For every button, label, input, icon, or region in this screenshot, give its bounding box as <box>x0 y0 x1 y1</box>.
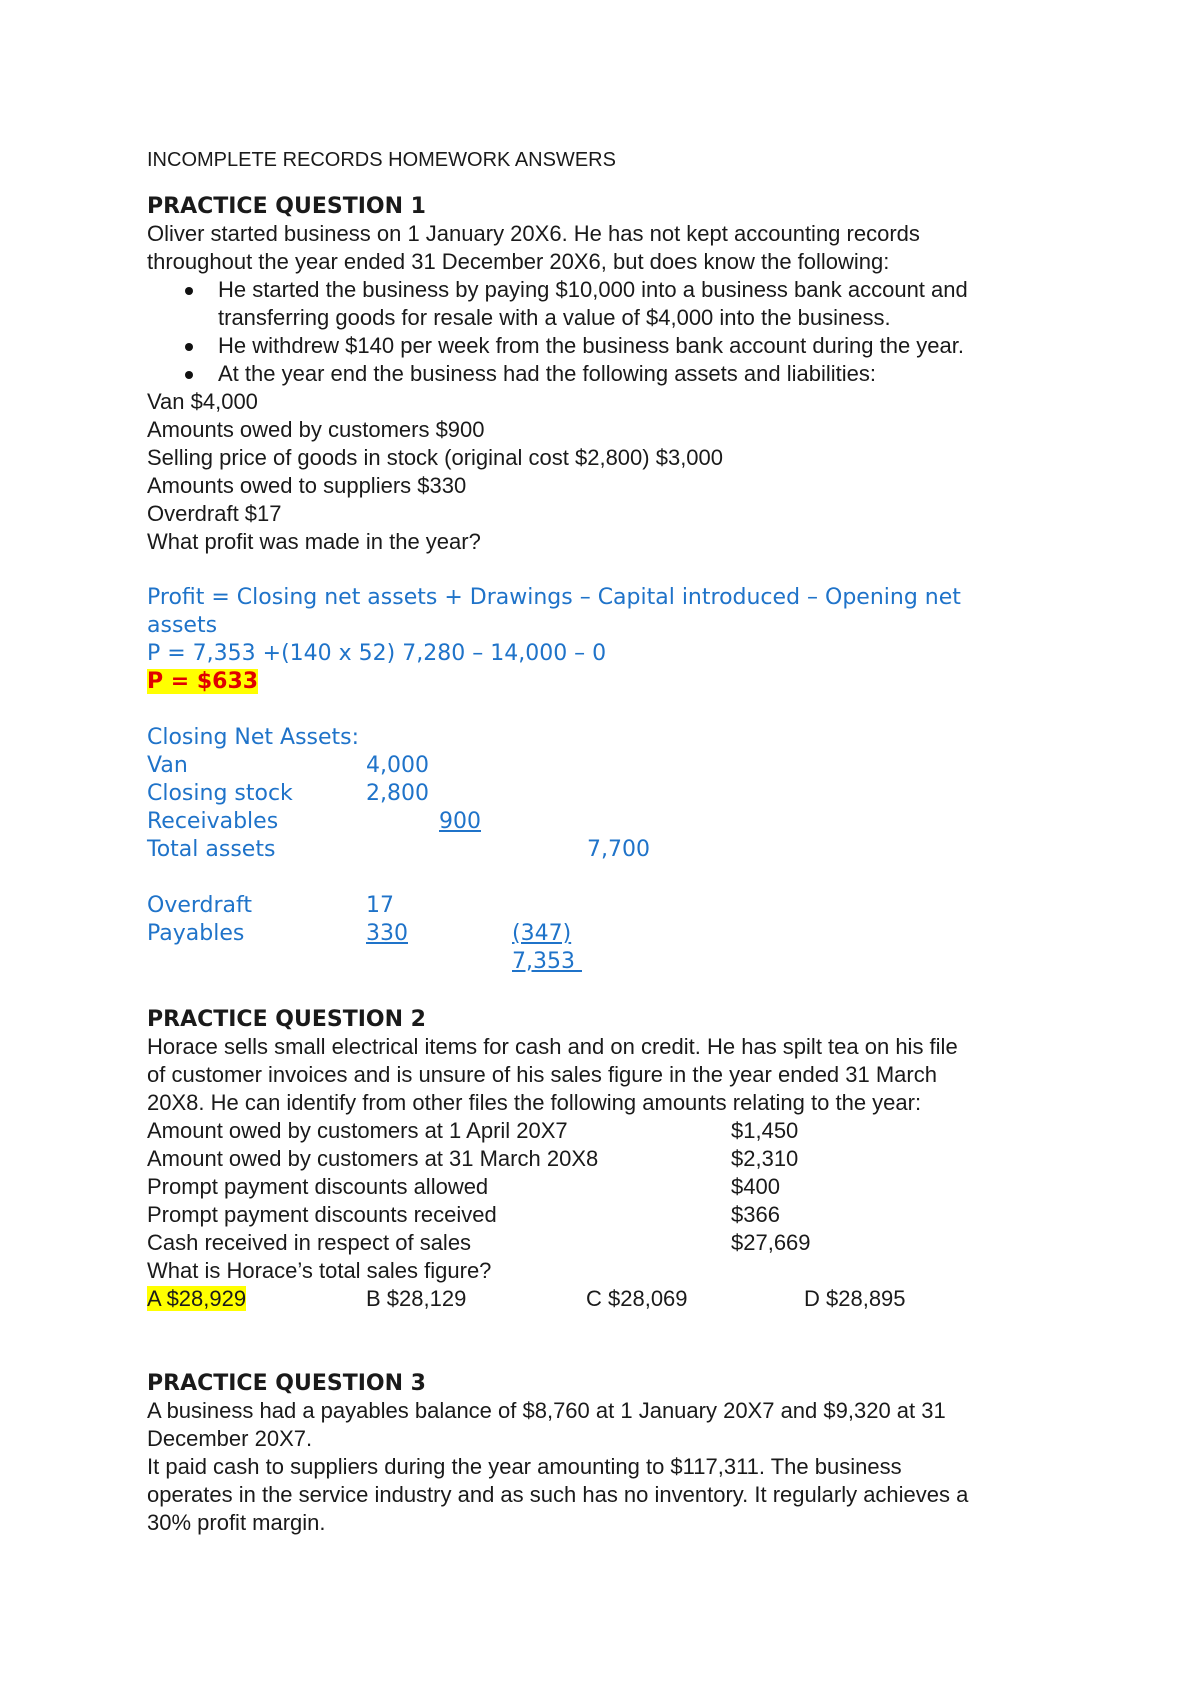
van-value: 4,000 <box>366 753 429 778</box>
bullet-icon <box>185 371 193 379</box>
q1-bullet-text: transferring goods for resale with a value of $4,000 into the business. <box>218 305 891 330</box>
q2-intro-line: of customer invoices and is unsure of his sales figure in the year ended 31 March <box>147 1062 937 1087</box>
q1-answer-highlight: P = $633 <box>147 669 259 694</box>
bullet-icon <box>185 287 193 295</box>
q2-intro-line: Horace sells small electrical items for cash and on credit. He has spilt tea on his file <box>147 1034 958 1059</box>
q1-item: Selling price of goods in stock (original cost $2,800) $3,000 <box>147 445 724 470</box>
q1-item: Amounts owed to suppliers $330 <box>147 473 467 498</box>
q1-item: Amounts owed by customers $900 <box>147 417 485 442</box>
q2-row-label: Amount owed by customers at 1 April 20X7 <box>147 1118 568 1143</box>
q3-text-line: operates in the service industry and as such has no inventory. It regularly achieves a <box>147 1482 969 1507</box>
q2-option-a-highlight: A $28,929 <box>147 1286 247 1311</box>
total-assets-label: Total assets <box>147 837 276 862</box>
closing-stock-label: Closing stock <box>147 781 293 806</box>
q1-intro-line: throughout the year ended 31 December 20X6, but does know the following: <box>147 249 890 274</box>
q2-row-value: $366 <box>731 1202 780 1227</box>
net-assets-total: 7,353 <box>512 949 582 974</box>
q2-intro-line: 20X8. He can identify from other files the following amounts relating to the year: <box>147 1090 922 1115</box>
q2-row-label: Amount owed by customers at 31 March 20X8 <box>147 1146 599 1171</box>
q3-text-line: It paid cash to suppliers during the year amounting to $117,311. The business <box>147 1454 902 1479</box>
q1-bullet-text: At the year end the business had the following assets and liabilities: <box>218 361 876 386</box>
q2-row-label: Prompt payment discounts allowed <box>147 1174 489 1199</box>
net-assets-heading: Closing Net Assets: <box>147 725 360 750</box>
receivables-value: 900 <box>439 809 481 834</box>
payables-value: 330 <box>366 921 408 946</box>
q2-row-value: $27,669 <box>731 1230 811 1255</box>
q3-text-line: December 20X7. <box>147 1426 313 1451</box>
q1-bullet-text: He withdrew $140 per week from the business bank account during the year. <box>218 333 964 358</box>
van-label: Van <box>147 753 188 778</box>
q1-question: What profit was made in the year? <box>147 529 481 554</box>
q1-bullet-text: He started the business by paying $10,000 into a business bank account and <box>218 277 968 302</box>
overdraft-label: Overdraft <box>147 893 253 918</box>
q1-heading: PRACTICE QUESTION 1 <box>147 194 426 219</box>
liabilities-total: (347) <box>512 921 572 946</box>
q2-row-value: $2,310 <box>731 1146 799 1171</box>
payables-label: Payables <box>147 921 245 946</box>
q2-option-d: D $28,895 <box>804 1286 906 1311</box>
q2-question: What is Horace’s total sales figure? <box>147 1258 492 1283</box>
receivables-label: Receivables <box>147 809 279 834</box>
q2-option-c: C $28,069 <box>586 1286 688 1311</box>
total-assets-value: 7,700 <box>587 837 650 862</box>
q3-heading: PRACTICE QUESTION 3 <box>147 1371 426 1396</box>
q1-answer <box>147 668 258 696</box>
q2-heading: PRACTICE QUESTION 2 <box>147 1007 426 1032</box>
q2-row-label: Cash received in respect of sales <box>147 1230 472 1255</box>
q1-formula-line: P = 7,353 +(140 x 52) 7,280 – 14,000 – 0 <box>147 641 607 666</box>
q1-item: Van $4,000 <box>147 389 258 414</box>
q3-text-line: 30% profit margin. <box>147 1510 326 1535</box>
q2-option-b: B $28,129 <box>366 1286 467 1311</box>
q1-formula-line: Profit = Closing net assets + Drawings – Capital introduced – Opening net <box>147 585 961 610</box>
q2-row-value: $1,450 <box>731 1118 799 1143</box>
document-title: INCOMPLETE RECORDS HOMEWORK ANSWERS <box>147 149 616 171</box>
q2-row-label: Prompt payment discounts received <box>147 1202 497 1227</box>
q1-intro-line: Oliver started business on 1 January 20X6. He has not kept accounting records <box>147 221 920 246</box>
q2-option-a <box>147 1285 246 1313</box>
q1-item: Overdraft $17 <box>147 501 282 526</box>
q2-row-value: $400 <box>731 1174 780 1199</box>
q1-formula-line: assets <box>147 613 218 638</box>
closing-stock-value: 2,800 <box>366 781 429 806</box>
overdraft-value: 17 <box>366 893 394 918</box>
bullet-icon <box>185 343 193 351</box>
q3-text-line: A business had a payables balance of $8,760 at 1 January 20X7 and $9,320 at 31 <box>147 1398 946 1423</box>
